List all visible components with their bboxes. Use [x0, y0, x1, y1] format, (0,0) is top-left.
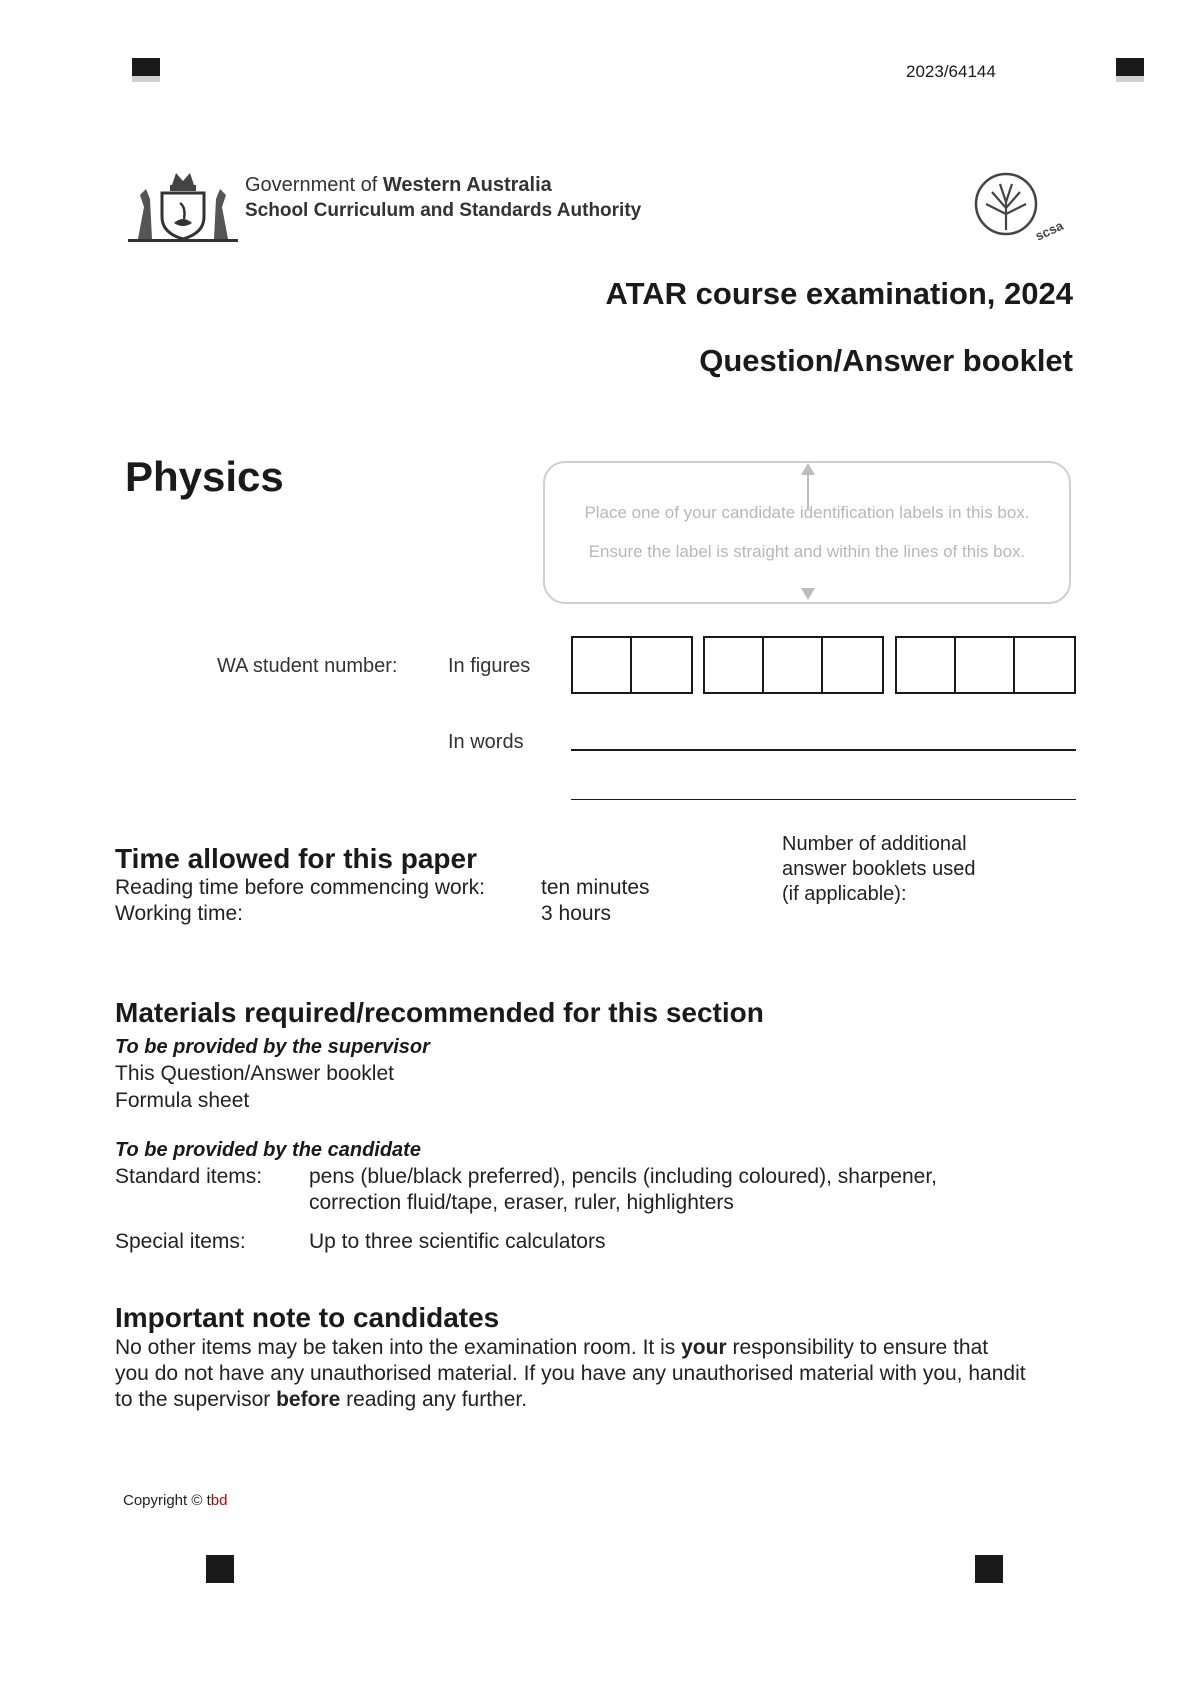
note-line-2: you do not have any unauthorised material. If you have any unauthorised material with you, handit — [115, 1362, 1026, 1385]
in-words-label: In words — [448, 731, 524, 753]
student-number-group-1 — [571, 636, 693, 694]
supervisor-item-booklet: This Question/Answer booklet — [115, 1062, 394, 1085]
special-items-label: Special items: — [115, 1230, 246, 1253]
registration-mark-bottom-right — [975, 1555, 1003, 1583]
student-number-group-2 — [703, 636, 884, 694]
standard-items-label: Standard items: — [115, 1165, 263, 1188]
student-number-digit[interactable] — [632, 638, 691, 692]
working-time-label: Working time: — [115, 902, 243, 925]
coat-of-arms-logo — [128, 163, 238, 245]
copyright-notice: Copyright © tbd — [123, 1492, 228, 1509]
registration-mark-top-right — [1116, 58, 1144, 76]
in-figures-label: In figures — [448, 655, 531, 677]
working-time-value: 3 hours — [541, 902, 612, 925]
scsa-logo — [970, 170, 1066, 248]
government-name: Government of Western Australia — [245, 174, 552, 196]
student-number-digit[interactable] — [573, 638, 632, 692]
label-box-instruction-1: Place one of your candidate identification labels in this box. — [584, 503, 1030, 522]
subject-title: Physics — [125, 453, 284, 500]
label-box-instruction-2: Ensure the label is straight and within the lines of this box. — [588, 542, 1026, 561]
student-number-digit[interactable] — [897, 638, 956, 692]
additional-booklets-label: Number of additional answer booklets used (if applicable): — [782, 833, 976, 905]
important-note-heading: Important note to candidates — [115, 1302, 500, 1333]
booklet-title: Question/Answer booklet — [699, 343, 1073, 378]
document-code: 2023/64144 — [906, 62, 996, 81]
arrow-down-icon — [801, 588, 815, 600]
in-words-line-1[interactable] — [571, 749, 1076, 751]
student-number-digit[interactable] — [705, 638, 764, 692]
authority-name: School Curriculum and Standards Authority — [245, 200, 642, 221]
special-items-value: Up to three scientific calculators — [309, 1230, 606, 1253]
materials-heading: Materials required/recommended for this section — [115, 997, 764, 1028]
standard-items-line-2: correction fluid/tape, eraser, ruler, highlighters — [309, 1191, 734, 1214]
registration-mark-top-left — [132, 58, 160, 76]
candidate-subheading: To be provided by the candidate — [115, 1139, 421, 1161]
in-words-line-2[interactable] — [571, 799, 1076, 800]
scsa-logo-text: scsa — [1032, 217, 1066, 244]
student-number-digit[interactable] — [956, 638, 1015, 692]
standard-items-line-1: pens (blue/black preferred), pencils (including coloured), sharpener, — [309, 1165, 938, 1188]
exam-title: ATAR course examination, 2024 — [605, 276, 1073, 311]
reading-time-value: ten minutes — [541, 876, 650, 899]
student-number-digit[interactable] — [1015, 638, 1074, 692]
note-line-3: to the supervisor before reading any further. — [115, 1388, 528, 1411]
student-number-digit[interactable] — [823, 638, 882, 692]
student-number-digit[interactable] — [764, 638, 823, 692]
student-number-label: WA student number: — [217, 655, 398, 677]
reading-time-label: Reading time before commencing work: — [115, 876, 486, 899]
candidate-label-box — [543, 461, 1071, 604]
registration-mark-bottom-left — [206, 1555, 234, 1583]
supervisor-subheading: To be provided by the supervisor — [115, 1036, 430, 1058]
note-line-1: No other items may be taken into the examination room. It is your responsibility to ensure that — [115, 1336, 989, 1359]
student-number-group-3 — [895, 636, 1076, 694]
time-allowed-heading: Time allowed for this paper — [115, 843, 478, 874]
supervisor-item-formula-sheet: Formula sheet — [115, 1089, 250, 1112]
